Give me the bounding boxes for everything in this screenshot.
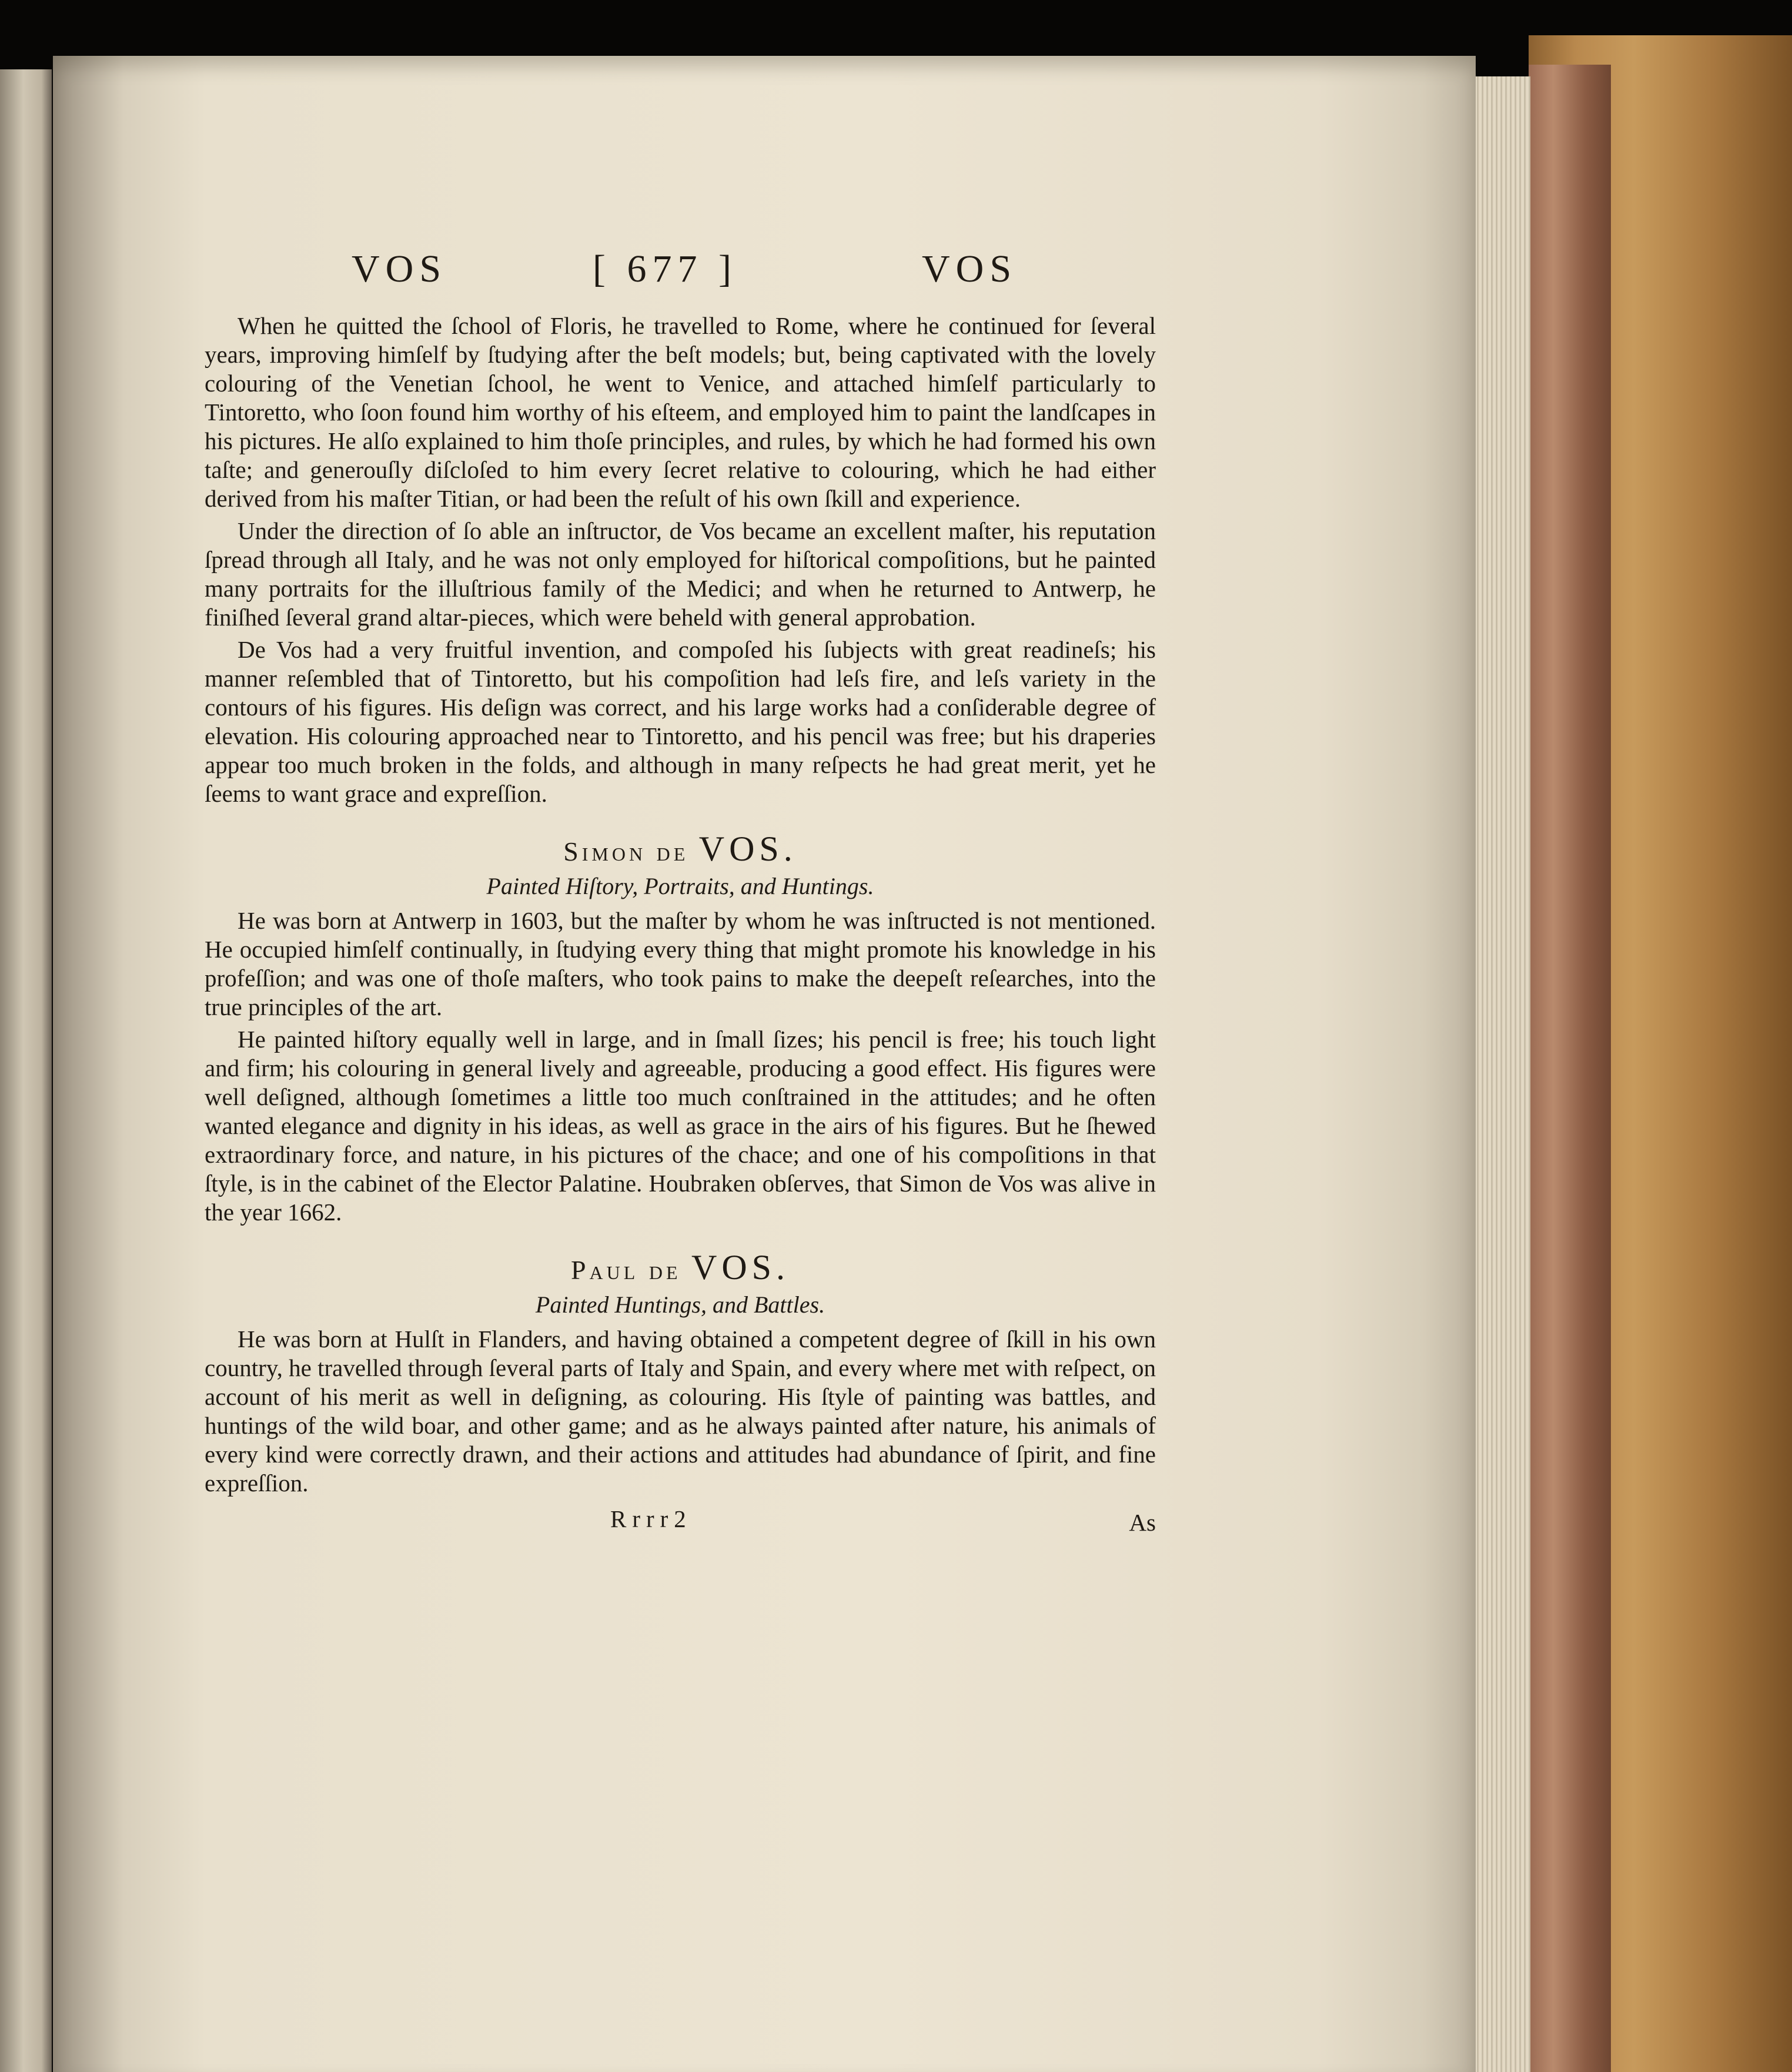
section-title-simon-de-vos xyxy=(205,831,1156,870)
book-binding-edge xyxy=(1529,65,1611,2072)
section-particle: de xyxy=(648,1255,681,1285)
section-subtitle: Painted Hiſtory, Portraits, and Huntings. xyxy=(486,873,874,899)
page-footer xyxy=(205,1502,1156,1544)
section-surname: VOS. xyxy=(698,829,797,868)
section-surname: VOS. xyxy=(691,1248,790,1287)
running-head-right: VOS xyxy=(922,247,1018,290)
page-text-block xyxy=(205,247,1156,1544)
body-paragraph: Under the direction of ſo able an inſtructor, de Vos became an excellent maſter, his reputation ſpread through all Italy, and he was not only employed for hiſtorical compoſitions, but he painted many portraits for the illuſtrious family of the Medici; and when he returned to Antwerp, he finiſhed ſeveral grand altar-pieces, which were beheld with general approbation. xyxy=(205,517,1156,631)
section-particle: de xyxy=(656,836,689,866)
body-paragraph: De Vos had a very fruitful invention, and compoſed his ſubjects with great readineſs; his manner reſembled that of Tintoretto, but his compoſition had leſs fire, and leſs variety in the contours of his figures. His deſign was correct, and his large works had a conſiderable degree of elevation. His colouring approached near to Tintoretto, and his pencil was free; but his draperies appear too much broken in the folds, and although in many reſpects he had great merit, yet he ſeems to want grace and expreſſion. xyxy=(205,636,1156,807)
section-first-name: Paul xyxy=(570,1255,639,1285)
page-number: [ 677 ] xyxy=(593,247,737,290)
body-paragraph: He was born at Antwerp in 1603, but the maſter by whom he was inſtructed is not mentioned. He occupied himſelf continually, in ſtudying every thing that might promote his knowledge in his profeſſion; and was one of thoſe maſters, who took pains to make the deepeſt reſearches, into the true principles of the art. xyxy=(205,907,1156,1020)
body-paragraph: When he quitted the ſchool of Floris, he travelled to Rome, where he continued for ſeveral years, improving himſelf by ſtudying after the beſt models; but, being captivated with the lovely colouring of the Venetian ſchool, he went to Venice, and attached himſelf particularly to Tintoretto, who ſoon found him worthy of his eſteem, and employed him to paint the landſcapes in his pictures. He alſo explained to him thoſe principles, and rules, by which he had formed his own taſte; and generouſly diſcloſed to him every ſecret relative to colouring, which he had either derived from his maſter Titian, or had been the reſult of his own ſkill and experience. xyxy=(205,312,1156,512)
body-paragraph: He was born at Hulſt in Flanders, and having obtained a competent degree of ſkill in his own country, he travelled through ſeveral parts of Italy and Spain, and every where met with reſpect, on account of his merit as well in deſigning, as colouring. His ſtyle of painting was battles, and huntings of the wild boar, and other game; and as he always painted after nature, his animals of every kind were correctly drawn, and their actions and attitudes had abundance of ſpirit, and fine expreſſion. xyxy=(205,1325,1156,1497)
section-subtitle: Painted Huntings, and Battles. xyxy=(535,1291,825,1318)
running-head xyxy=(205,247,1156,312)
signature-mark: Rrrr2 xyxy=(610,1505,692,1532)
running-head-left: VOS xyxy=(352,247,447,290)
section-first-name: Simon xyxy=(563,836,647,866)
section-title-paul-de-vos xyxy=(205,1249,1156,1288)
body-paragraph: He painted hiſtory equally well in large, and in ſmall ſizes; his pencil is free; his touch light and firm; his colouring in general lively and agreeable, producing a good effect. His figures were well deſigned, although ſometimes a little too much conſtrained in the attitudes; and he often wanted elegance and dignity in his ideas, as well as grace in the airs of his figures. But he ſhewed extraordinary force, and nature, in his pictures of the chace; and one of his compoſitions in that ſtyle, is in the cabinet of the Elector Palatine. Houbraken obſerves, that Simon de Vos was alive in the year 1662. xyxy=(205,1026,1156,1226)
catchword: As xyxy=(1129,1509,1156,1536)
previous-page-edge xyxy=(0,69,52,2072)
